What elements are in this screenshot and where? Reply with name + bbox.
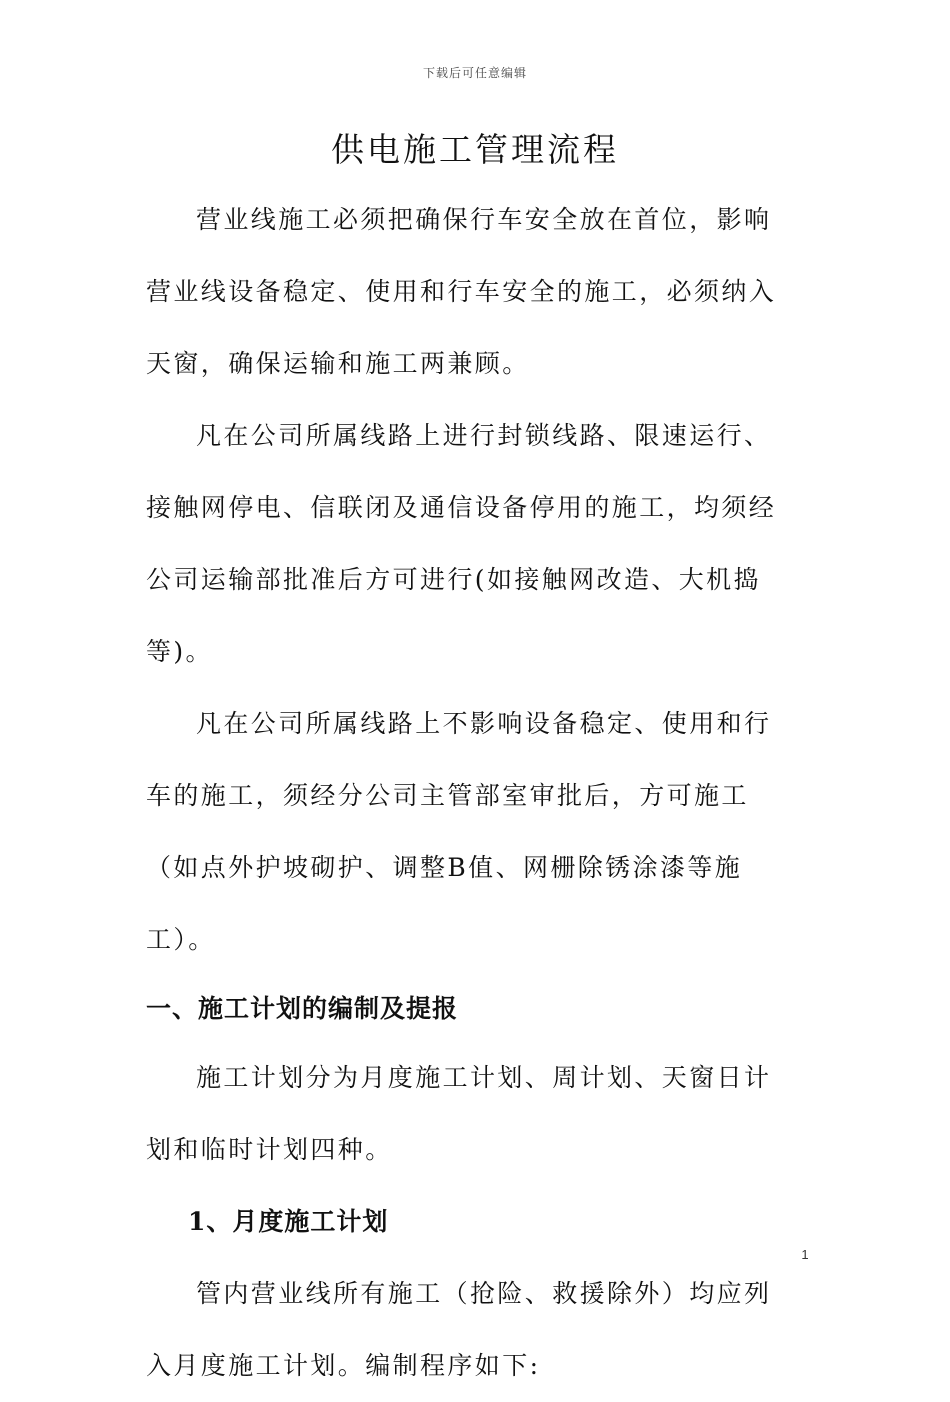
- paragraph-intro-2: 凡在公司所属线路上进行封锁线路、限速运行、接触网停电、信联闭及通信设备停用的施工，均须经公司运输部批准后方可进行(如接触网改造、大机捣等)。: [146, 421, 777, 666]
- document-body: [146, 184, 796, 1402]
- page-number: 1: [801, 1247, 809, 1262]
- document-title: 供电施工管理流程: [331, 130, 619, 169]
- subsection-heading-monthly: 1、月度施工计划: [188, 1207, 389, 1236]
- section-heading-plan: 一、施工计划的编制及提报: [146, 994, 459, 1023]
- paragraph-intro-1: 营业线施工必须把确保行车安全放在首位，影响营业线设备稳定、使用和行车安全的施工，必须纳入天窗，确保运输和施工两兼顾。: [146, 205, 777, 378]
- header-note: 下载后可任意编辑: [422, 66, 527, 80]
- paragraph-monthly-plan: 管内营业线所有施工（抢险、救援除外）均应列入月度施工计划。编制程序如下:: [146, 1279, 772, 1380]
- paragraph-intro-3: 凡在公司所属线路上不影响设备稳定、使用和行车的施工，须经分公司主管部室审批后，方可施工（如点外护坡砌护、调整B值、网栅除锈涂漆等施工）。: [146, 709, 772, 954]
- paragraph-plan-types: 施工计划分为月度施工计划、周计划、天窗日计划和临时计划四种。: [146, 1063, 772, 1164]
